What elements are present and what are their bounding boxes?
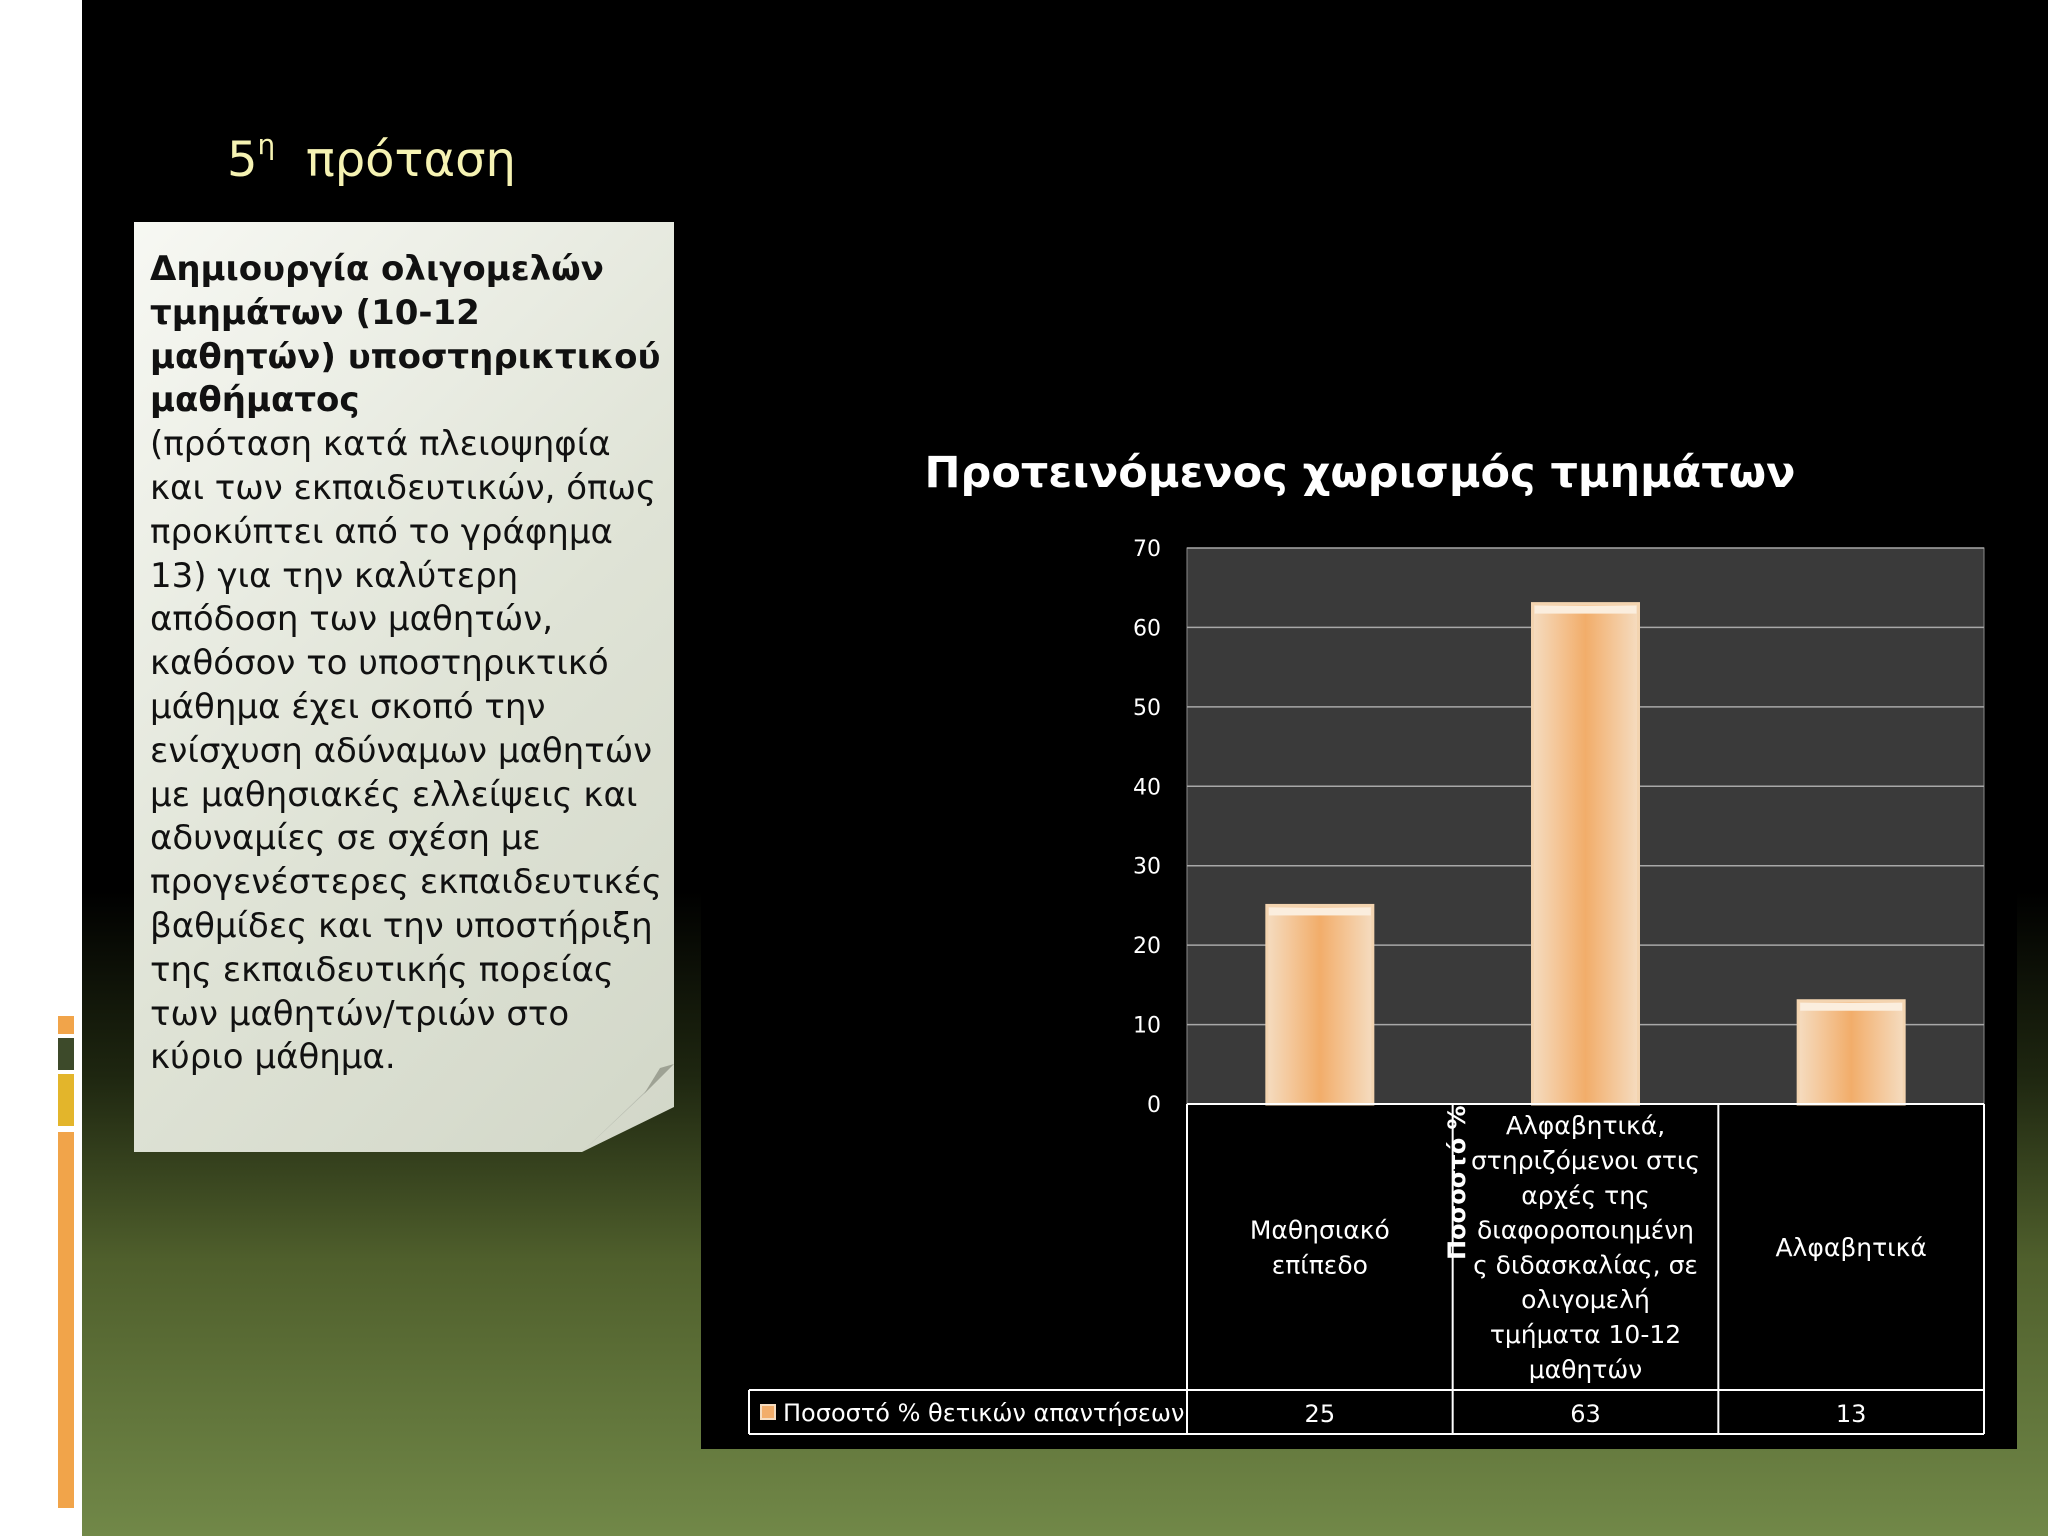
- accent-orange-bar: [58, 1132, 74, 1508]
- category-label: Αλφαβητικά: [1775, 1233, 1927, 1262]
- bar-chart: [701, 432, 2017, 1449]
- bar: [1267, 905, 1373, 1104]
- y-tick-label: 50: [1133, 695, 1161, 721]
- category-label: τμήματα 10-12: [1489, 1320, 1682, 1349]
- title-word: πρόταση: [305, 132, 516, 188]
- chart-title: Προτεινόμενος χωρισμός τμημάτων: [924, 448, 1796, 498]
- accent-orange-small: [58, 1016, 74, 1034]
- data-table-value: 63: [1570, 1400, 1601, 1428]
- bar-top-highlight: [1800, 1003, 1902, 1011]
- data-table-value: 13: [1835, 1400, 1867, 1428]
- y-tick-label: 20: [1133, 934, 1161, 960]
- accent-olive-block: [58, 1038, 74, 1070]
- y-tick-label: 0: [1147, 1093, 1161, 1118]
- category-label: στηριζόμενοι στις: [1470, 1146, 1701, 1175]
- y-tick-label: 70: [1133, 537, 1161, 562]
- data-table-value: 25: [1304, 1400, 1336, 1428]
- y-tick-label: 10: [1133, 1013, 1161, 1039]
- bar: [1798, 1001, 1904, 1104]
- bar-top-highlight: [1269, 907, 1371, 915]
- category-label: ολιγομελή: [1521, 1285, 1650, 1315]
- y-tick-label: 40: [1133, 775, 1161, 801]
- y-tick-label: 60: [1133, 616, 1161, 642]
- category-label: ς διδασκαλίας, σε: [1473, 1250, 1698, 1280]
- bar-top-highlight: [1535, 606, 1637, 614]
- note-bold-text: Δημιουργία ολιγομελών τμημάτων (10-12 μαθητών) υποστηρικτικού μαθήματος: [150, 249, 661, 421]
- category-label: αρχές της: [1521, 1180, 1650, 1210]
- accent-yellow-block: [58, 1074, 74, 1126]
- category-label: επίπεδο: [1271, 1250, 1368, 1280]
- note-body-text: (πρόταση κατά πλειοψηφία και των εκπαιδευτικών, όπως προκύπτει από το γράφημα 13) για την καλύτερη απόδοση των μαθητών, καθόσον το υποστηρικτικό μάθημα έχει σκοπό την ενίσχυση αδύναμων μαθητών με μαθησιακές ελλείψεις και αδυναμίες σε σχέση με προγενέστερες εκπαιδευτικές βαθμίδες και την υποστήριξη της εκπαιδευτικής πορείας των μαθητών/τριών στο κύριο μάθημα.: [150, 424, 662, 1078]
- category-label: διαφοροποιημένη: [1476, 1215, 1695, 1245]
- note-text: [150, 248, 670, 1080]
- legend-label: Ποσοστό % θετικών απαντήσεων: [783, 1399, 1185, 1427]
- title-number: 5: [227, 132, 258, 188]
- category-label: Αλφαβητικά,: [1505, 1111, 1666, 1141]
- category-label: Μαθησιακό: [1249, 1215, 1390, 1245]
- category-label: μαθητών: [1528, 1354, 1643, 1384]
- y-tick-label: 30: [1133, 854, 1161, 880]
- bar: [1533, 604, 1639, 1104]
- decorative-lines: [48, 152, 82, 236]
- title-superscript: η: [257, 128, 276, 161]
- legend-key: [761, 1405, 775, 1419]
- slide-title: [227, 128, 516, 188]
